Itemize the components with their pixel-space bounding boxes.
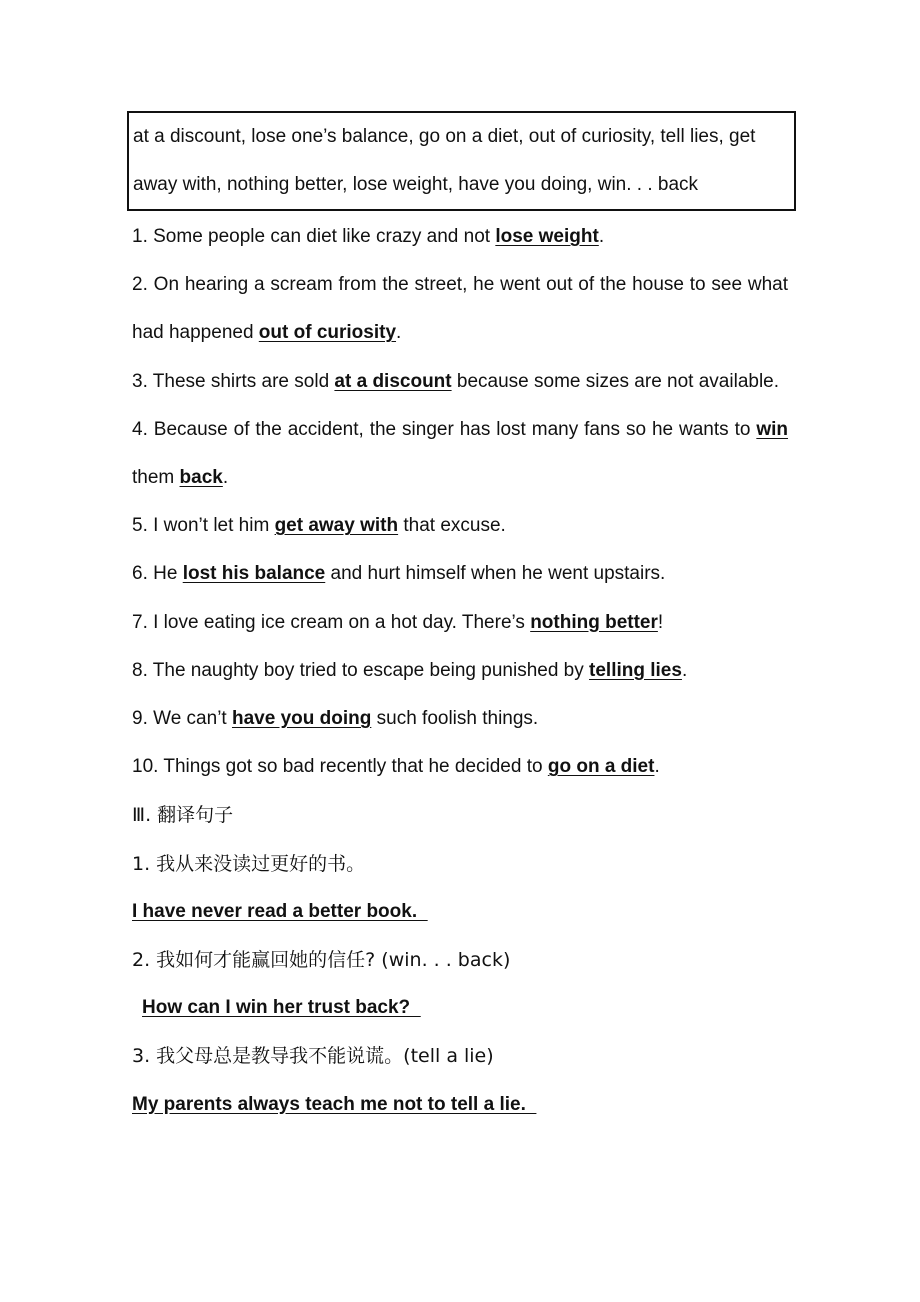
item-number: 4. xyxy=(132,418,154,440)
translation-prompt: 3. 我父母总是教导我不能说谎。(tell a lie) xyxy=(132,1045,494,1068)
item-answer: get away with xyxy=(274,515,399,537)
fill-in-item xyxy=(132,406,788,502)
item-text: ! xyxy=(657,611,664,633)
item-text: . xyxy=(396,322,402,344)
fill-in-item xyxy=(132,213,788,261)
item-text: I won’t let him xyxy=(153,515,275,537)
item-number: 3. xyxy=(132,370,153,392)
item-answer: at a discount xyxy=(334,370,452,392)
item-answer: go on a diet xyxy=(547,756,655,778)
item-text: . xyxy=(222,467,229,489)
fill-in-item xyxy=(132,743,788,791)
item-number: 5. xyxy=(132,515,154,537)
fill-in-item xyxy=(132,550,788,598)
exercise-body xyxy=(132,213,788,1129)
item-text: Because of the accident, the singer has lost many fans so he wants to xyxy=(153,418,757,440)
item-answer: win xyxy=(756,418,789,440)
fill-in-item xyxy=(132,647,788,695)
item-text: . xyxy=(654,756,660,778)
item-text: We can’t xyxy=(153,708,232,730)
translation-prompt: 1. 我从来没读过更好的书。 xyxy=(132,852,366,875)
item-answer: out of curiosity xyxy=(258,322,397,344)
item-text: and hurt himself when he went upstairs. xyxy=(325,563,666,585)
translation-answer: How can I win her trust back? xyxy=(142,997,421,1019)
item-text: because some sizes are not available. xyxy=(451,370,780,392)
fill-in-item xyxy=(132,599,788,647)
item-answer: lost his balance xyxy=(182,563,326,585)
translation-prompt: 2. 我如何才能赢回她的信任? (win. . . back) xyxy=(132,949,511,972)
item-text: . xyxy=(681,659,688,681)
item-number: 8. xyxy=(132,659,153,681)
item-number: 1. xyxy=(132,226,154,247)
item-number: 10. xyxy=(132,756,164,778)
item-text: He xyxy=(153,563,183,585)
item-number: 7. xyxy=(132,611,154,633)
item-text: On hearing a scream from the street, he went out of the house to see what had happened xyxy=(132,274,789,344)
translation-answer: I have never read a better book. xyxy=(132,900,428,922)
item-number: 9. xyxy=(132,708,154,730)
item-text: These shirts are sold xyxy=(152,370,335,392)
item-text: that excuse. xyxy=(398,515,506,537)
fill-in-item xyxy=(132,695,788,743)
fill-in-item xyxy=(132,358,788,406)
fill-in-item xyxy=(132,502,788,550)
item-text: The naughty boy tried to escape being punished by xyxy=(152,659,590,681)
item-text: Things got so bad recently that he decided to xyxy=(163,756,548,778)
item-answer: have you doing xyxy=(231,708,372,730)
fill-in-item xyxy=(132,261,788,357)
item-answer: telling lies xyxy=(589,659,682,681)
item-text: I love eating ice cream on a hot day. There’s xyxy=(153,611,531,633)
word-box-line: at a discount, lose one’s balance, go on a diet, out of curiosity, tell lies, get xyxy=(133,126,756,147)
item-answer: nothing better xyxy=(530,611,658,633)
section-heading: Ⅲ. 翻译句子 xyxy=(132,804,234,827)
item-answer: back xyxy=(179,467,223,489)
item-text: them xyxy=(132,467,180,489)
item-text: Some people can diet like crazy and not xyxy=(153,226,496,247)
item-number: 6. xyxy=(132,563,154,585)
item-answer: lose weight xyxy=(495,226,599,247)
translation-answer: My parents always teach me not to tell a lie. xyxy=(132,1093,537,1115)
item-number: 2. xyxy=(132,274,154,296)
word-box xyxy=(127,111,796,211)
item-text: . xyxy=(598,226,605,247)
word-box-line: away with, nothing better, lose weight, have you doing, win. . . back xyxy=(133,174,699,195)
item-text: such foolish things. xyxy=(371,708,539,730)
